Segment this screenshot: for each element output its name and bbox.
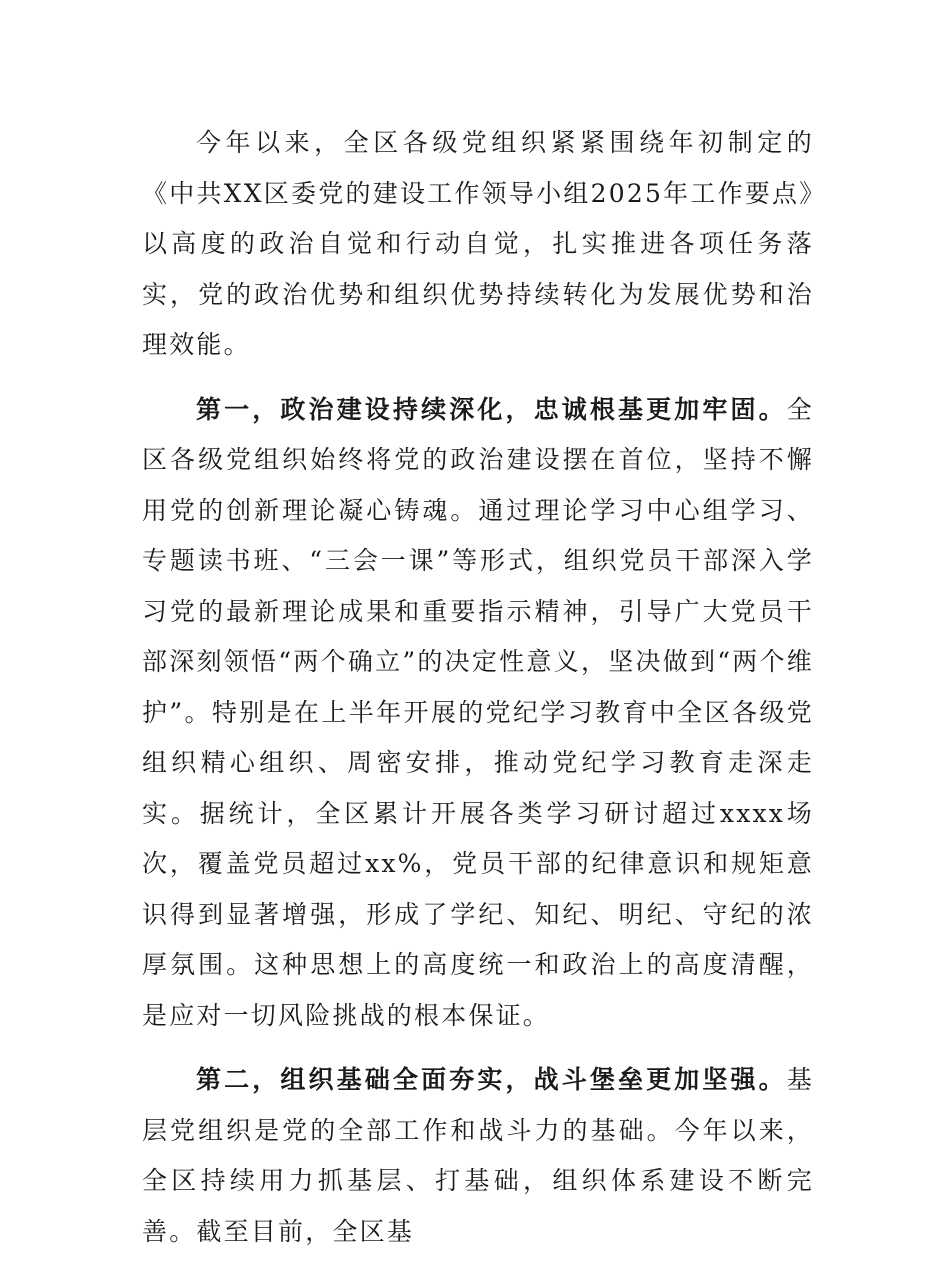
paragraph-intro-text: 今年以来，全区各级党组织紧紧围绕年初制定的《中共XX区委党的建设工作领导小组2025年工作要点》以高度的政治自觉和行动自觉，扎实推进各项任务落实，党的政治优势和组织优势持续转化为发展优势和治理效能。 [142,128,814,359]
paragraph-political-building [142,385,814,1042]
paragraph-intro [142,118,814,371]
paragraph-organization-foundation-text: 基层党组织是党的全部工作和战斗力的基础。今年以来，全区持续用力抓基层、打基础，组织体系建设不断完善。截至目前，全区基 [142,1065,814,1246]
paragraph-organization-foundation [142,1055,814,1257]
document-body [142,118,814,1271]
paragraph-organization-foundation-heading: 第二，组织基础全面夯实，战斗堡垒更加坚强。 [196,1065,787,1094]
paragraph-political-building-text: 全区各级党组织始终将党的政治建设摆在首位，坚持不懈用党的创新理论凝心铸魂。通过理论学习中心组学习、专题读书班、“三会一课”等形式，组织党员干部深入学习党的最新理论成果和重要指示精神，引导广大党员干部深刻领悟“两个确立”的决定性意义，坚决做到“两个维护”。特别是在上半年开展的党纪学习教育中全区各级党组织精心组织、周密安排，推动党纪学习教育走深走实。据统计，全区累计开展各类学习研讨超过xxxx场次，覆盖党员超过xx%，党员干部的纪律意识和规矩意识得到显著增强，形成了学纪、知纪、明纪、守纪的浓厚氛围。这种思想上的高度统一和政治上的高度清醒，是应对一切风险挑战的根本保证。 [142,394,814,1030]
paragraph-political-building-heading: 第一，政治建设持续深化，忠诚根基更加牢固。 [196,394,787,424]
